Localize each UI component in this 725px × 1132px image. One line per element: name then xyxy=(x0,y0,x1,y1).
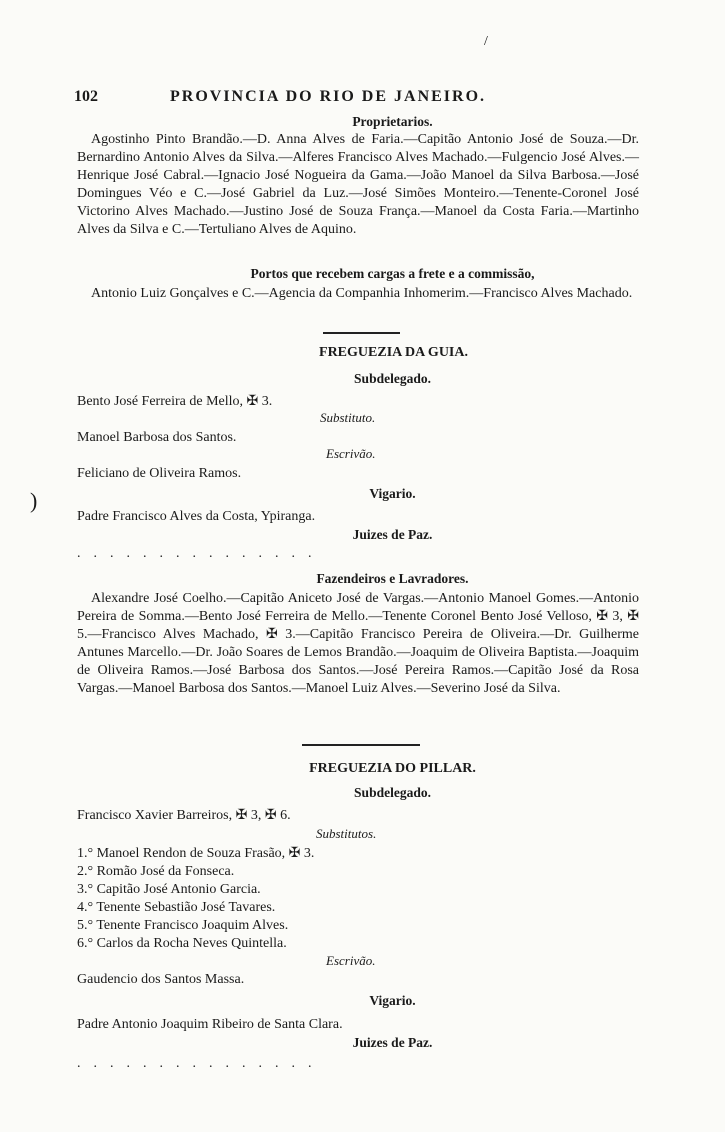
stray-mark: / xyxy=(484,34,488,49)
pillar-escrivao: Gaudencio dos Santos Massa. xyxy=(77,972,245,987)
page-number: 102 xyxy=(74,88,98,105)
fazendeiros-label: Fazendeiros e Lavradores. xyxy=(316,571,469,586)
running-title: PROVINCIA DO RIO DE JANEIRO. xyxy=(170,88,487,105)
portos-title: Portos que recebem cargas a frete e a commissão, xyxy=(250,266,535,281)
guia-escrivao: Feliciano de Oliveira Ramos. xyxy=(77,466,242,481)
pillar-subdelegado-label: Subdelegado. xyxy=(354,785,431,800)
guia-substituto-label: Substituto. xyxy=(320,410,376,425)
list-item: 4.° Tenente Sebastião José Tavares. xyxy=(77,900,276,915)
guia-title: FREGUEZIA DA GUIA. xyxy=(319,345,468,360)
guia-vigario: Padre Francisco Alves da Costa, Ypiranga. xyxy=(77,509,316,524)
list-item: 2.° Romão José da Fonseca. xyxy=(77,864,235,879)
section-rule xyxy=(302,744,420,746)
pillar-vigario: Padre Antonio Joaquim Ribeiro de Santa Clara. xyxy=(77,1017,343,1032)
guia-dots: ............... xyxy=(77,546,325,561)
proprietarios-text: Agostinho Pinto Brandão.—D. Anna Alves de Faria.—Capitão Antonio José de Souza.—Dr. Bernardino Antonio Alves da Silva.—Alferes Francisco Alves Machado.—Fulgencio José Alves.—Henrique José Cabral.—Ignacio José Nogueira da Gama.—João Manoel da Silva Barbosa.—José Domingues Véo e C.—José Gabriel da Luz.—José Simões Monteiro.—Tenente-Coronel José Victorino Alves Machado.—Justino José de Souza França.—Manoel da Costa Faria.—Martinho Alves da Silva e C.—Tertuliano Alves de Aquino. xyxy=(77,132,639,237)
guia-escrivao-label: Escrivão. xyxy=(326,446,376,461)
section-rule xyxy=(323,332,400,334)
guia-vigario-label: Vigario. xyxy=(369,486,416,501)
pillar-subdelegado: Francisco Xavier Barreiros, ✠ 3, ✠ 6. xyxy=(77,808,291,823)
guia-substituto: Manoel Barbosa dos Santos. xyxy=(77,430,237,445)
margin-mark: ) xyxy=(30,488,38,513)
fazendeiros-text: Alexandre José Coelho.—Capitão Aniceto José de Vargas.—Antonio Manoel Gomes.—Antonio Pereira de Somma.—Bento José Ferreira de Mello.—Tenente Coronel Bento José Velloso, ✠ 3, ✠ 5.—Francisco Alves Machado, ✠ 3.—Capitão Francisco Pereira de Oliveira.—Dr. Guilherme Antunes Marcello.—Dr. João Soares de Lemos Brandão.—Joaquim de Oliveira Baptista.—Joaquim de Oliveira Ramos.—José Barbosa dos Santos.—José Pereira Ramos.—Capitão José da Rosa Vargas.—Manoel Barbosa dos Santos.—Manoel Luiz Alves.—Severino José da Silva. xyxy=(77,591,639,696)
pillar-escrivao-label: Escrivão. xyxy=(326,953,376,968)
pillar-juizes-label: Juizes de Paz. xyxy=(352,1035,433,1050)
pillar-vigario-label: Vigario. xyxy=(369,993,416,1008)
pillar-substitutos-label: Substitutos. xyxy=(316,826,377,841)
pillar-dots: ............... xyxy=(77,1056,325,1071)
guia-juizes-label: Juizes de Paz. xyxy=(352,527,433,542)
guia-subdelegado: Bento José Ferreira de Mello, ✠ 3. xyxy=(77,394,273,409)
list-item: 6.° Carlos da Rocha Neves Quintella. xyxy=(77,936,287,951)
pillar-title: FREGUEZIA DO PILLAR. xyxy=(309,761,476,776)
proprietarios-title: Proprietarios. xyxy=(352,114,433,129)
guia-subdelegado-label: Subdelegado. xyxy=(354,371,431,386)
portos-text: Antonio Luiz Gonçalves e C.—Agencia da Companhia Inhomerim.—Francisco Alves Machado. xyxy=(91,286,633,301)
list-item: 3.° Capitão José Antonio Garcia. xyxy=(77,882,261,897)
list-item: 5.° Tenente Francisco Joaquim Alves. xyxy=(77,918,289,933)
list-item: 1.° Manoel Rendon de Souza Frasão, ✠ 3. xyxy=(77,846,315,861)
